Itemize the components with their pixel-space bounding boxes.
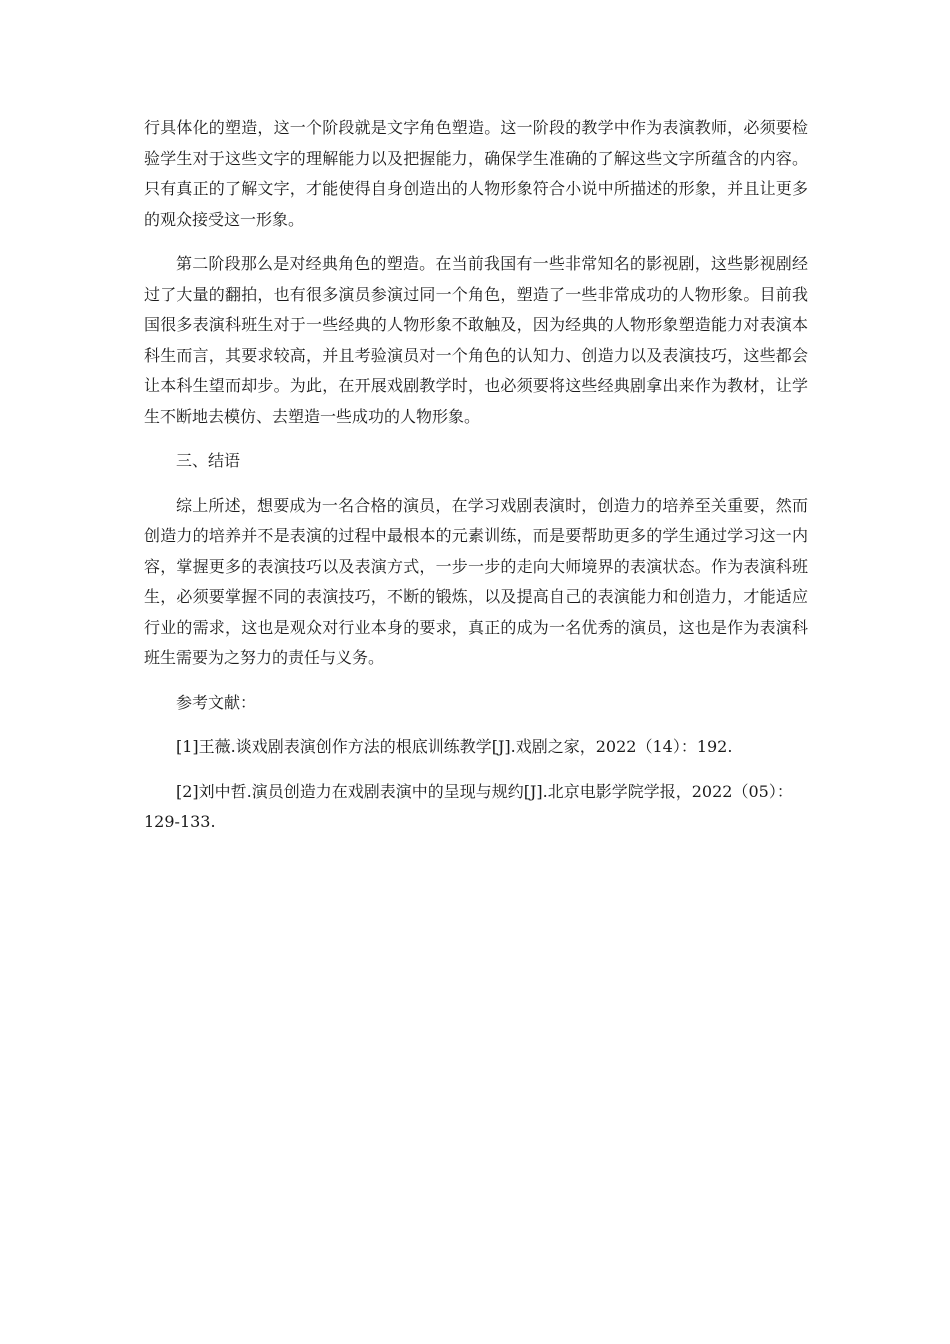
document-body: [144, 113, 808, 852]
section-heading-conclusion: 三、结语: [176, 451, 241, 470]
body-paragraph: 综上所述，想要成为一名合格的演员，在学习戏剧表演时，创造力的培养至关重要，然而创造力的培养并不是表演的过程中最根本的元素训练，而是要帮助更多的学生通过学习这一内容，掌握更多的表演技巧以及表演方式，一步一步的走向大师境界的表演状态。作为表演科班生，必须要掌握不同的表演技巧，不断的锻炼，以及提高自己的表演能力和创造力，才能适应行业的需求，这也是观众对行业本身的要求，真正的成为一名优秀的演员，这也是作为表演科班生需要为之努力的责任与义务。: [144, 495, 808, 667]
reference-item: [2]刘中哲.演员创造力在戏剧表演中的呈现与规约[J].北京电影学院学报，2022（05）：129-133.: [144, 781, 793, 831]
references-heading: 参考文献：: [176, 692, 257, 712]
body-paragraph: 第二阶段那么是对经典角色的塑造。在当前我国有一些非常知名的影视剧，这些影视剧经过了大量的翻拍，也有很多演员参演过同一个角色，塑造了一些非常成功的人物形象。目前我国很多表演科班生对于一些经典的人物形象不敢触及，因为经典的人物形象塑造能力对表演本科生而言，其要求较高，并且考验演员对一个角色的认知力、创造力以及表演技巧，这些都会让本科生望而却步。为此，在开展戏剧教学时，也必须要将这些经典剧拿出来作为教材，让学生不断地去模仿、去塑造一些成功的人物形象。: [144, 254, 808, 426]
reference-item: [1]王薇.谈戏剧表演创作方法的根底训练教学[J].戏剧之家，2022（14）：192.: [176, 737, 733, 756]
body-paragraph: 行具体化的塑造，这一个阶段就是文字角色塑造。这一阶段的教学中作为表演教师，必须要检验学生对于这些文字的理解能力以及把握能力，确保学生准确的了解这些文字所蕴含的内容。只有真正的了解文字，才能使得自身创造出的人物形象符合小说中所描述的形象，并且让更多的观众接受这一形象。: [144, 118, 808, 229]
